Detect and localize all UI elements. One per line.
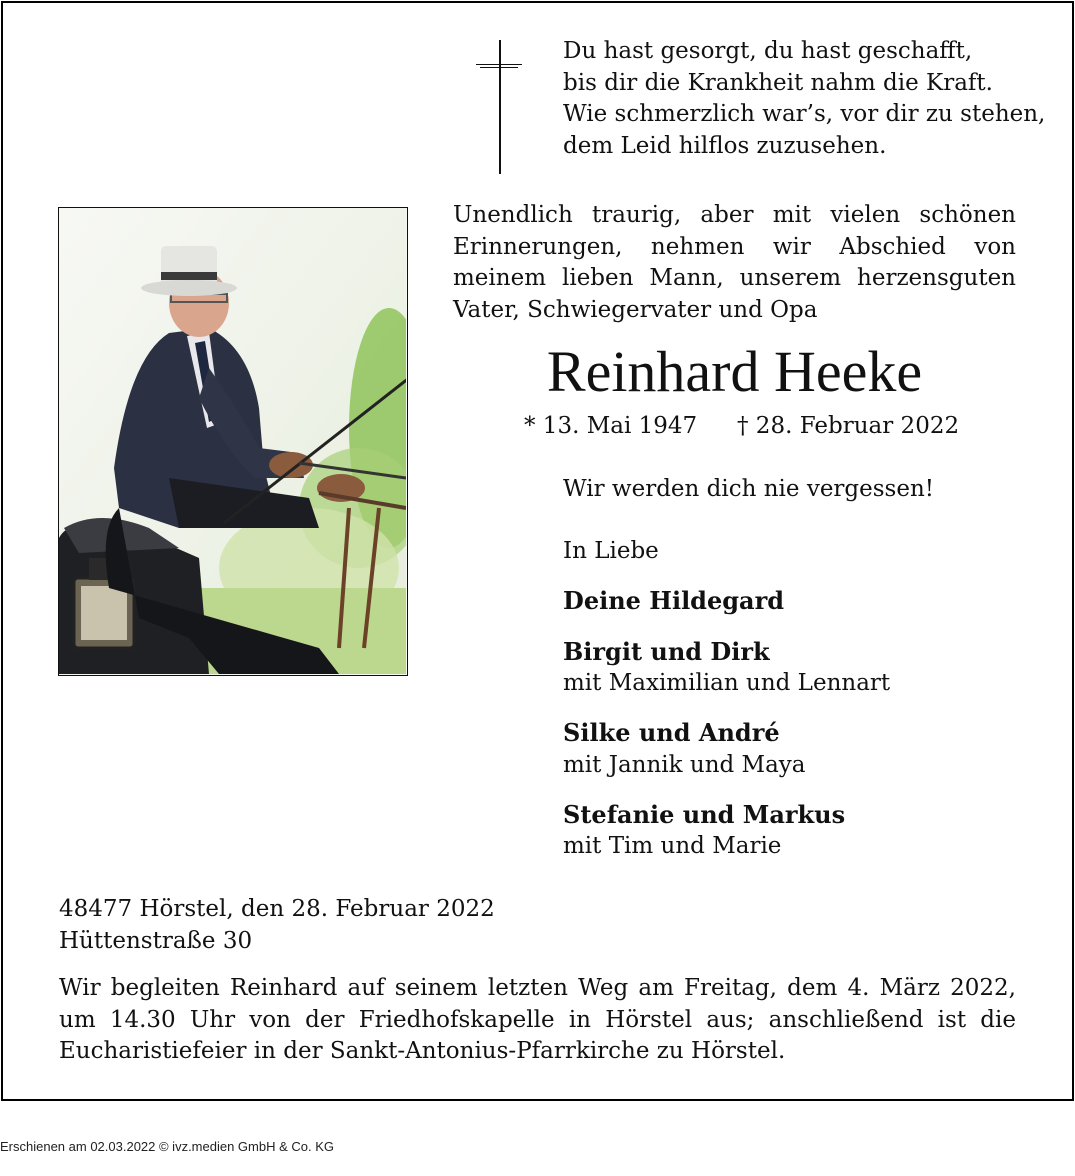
mourner-name: Birgit und Dirk — [563, 637, 770, 666]
address-block — [59, 894, 495, 957]
mourner-with: mit Tim und Marie — [563, 833, 782, 859]
in-love-line: In Liebe — [563, 538, 659, 564]
cross-bar — [476, 64, 522, 65]
mourner-name: Silke und André — [563, 718, 780, 747]
place-date: 48477 Hörstel, den 28. Februar 2022 — [59, 896, 495, 922]
street: Hüttenstraße 30 — [59, 927, 253, 954]
poem-line: Du hast gesorgt, du hast geschafft, — [563, 38, 973, 64]
funeral-info: Wir begleiten Reinhard auf seinem letzten Weg am Freitag, dem 4. März 2022, um 14.30 Uhr von der Friedhofskapelle in Hörstel aus; anschließend ist die Eucharistiefeier in der Sankt-Antonius-Pfarrkirche zu Hörstel. — [59, 975, 1016, 1064]
portrait-photo — [58, 207, 408, 676]
deceased-name: Reinhard Heeke — [546, 339, 923, 404]
poem-line: dem Leid hilflos zuzusehen. — [563, 132, 887, 159]
birth-date: * 13. Mai 1947 — [524, 413, 698, 439]
mourner-name: Stefanie und Markus — [563, 800, 846, 829]
intro-text: Unendlich traurig, aber mit vielen schönen Erinnerungen, nehmen wir Abschied von meinem lieben Mann, unserem herzensguten Vater, Schwiegervater und Opa — [453, 202, 1016, 323]
death-date: † 28. Februar 2022 — [737, 413, 960, 439]
cross-icon — [499, 40, 501, 174]
cross-bar — [480, 67, 518, 68]
farewell-line: Wir werden dich nie vergessen! — [563, 476, 935, 502]
mourner-name: Deine Hildegard — [563, 586, 784, 615]
publication-footer: Erschienen am 02.03.2022 © ivz.medien GmbH & Co. KG — [0, 1139, 335, 1154]
poem-line: bis dir die Krankheit nahm die Kraft. — [563, 69, 993, 96]
poem — [563, 36, 1045, 162]
poem-line: Wie schmerzlich war’s, vor dir zu stehen, — [563, 101, 1046, 127]
mourner-with: mit Jannik und Maya — [563, 752, 806, 778]
portrait-illustration — [59, 208, 406, 674]
mourner-with: mit Maximilian und Lennart — [563, 670, 891, 696]
